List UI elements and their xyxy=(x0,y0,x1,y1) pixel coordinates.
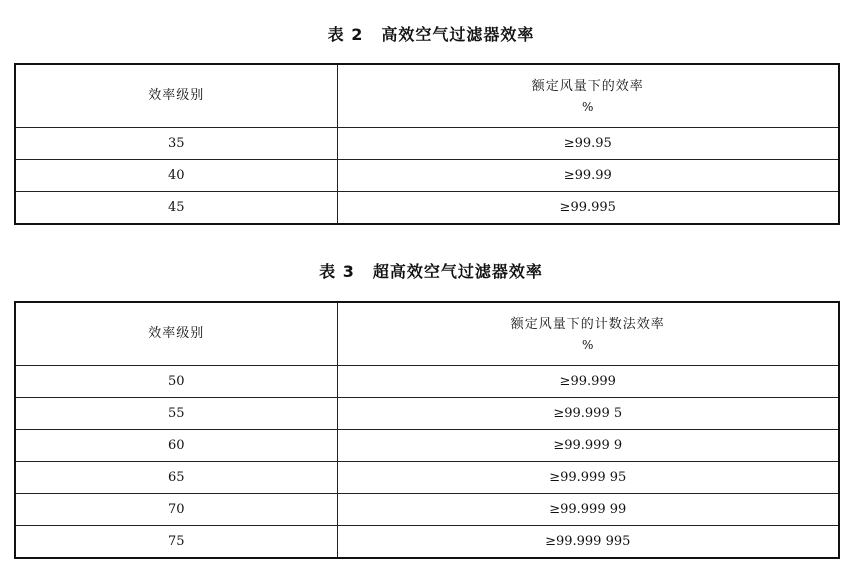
table3-cell-level: 60 xyxy=(15,430,337,462)
table-row xyxy=(15,526,839,559)
table3-header-unit: % xyxy=(582,338,594,352)
table2-cell-efficiency: ≥99.95 xyxy=(337,128,839,160)
table2-cell-level: 40 xyxy=(15,160,337,192)
table3-title: 超高效空气过滤器效率 xyxy=(372,262,543,281)
table2-cell-level: 45 xyxy=(15,192,337,225)
table3-cell-level: 55 xyxy=(15,398,337,430)
table3-cell-efficiency: ≥99.999 995 xyxy=(337,526,839,559)
table3-header-efficiency: 额定风量下的计数法效率 % xyxy=(337,302,839,366)
table3-cell-level: 75 xyxy=(15,526,337,559)
table2-header-level: 效率级别 xyxy=(15,64,337,128)
table-row xyxy=(15,462,839,494)
table3-number: 表 3 xyxy=(319,262,355,281)
table3-cell-level: 70 xyxy=(15,494,337,526)
table3-caption xyxy=(0,262,862,282)
table2-header-efficiency: 额定风量下的效率 % xyxy=(337,64,839,128)
table3-cell-efficiency: ≥99.999 99 xyxy=(337,494,839,526)
table3-cell-level: 65 xyxy=(15,462,337,494)
table-row xyxy=(15,398,839,430)
table2-header-unit: % xyxy=(582,100,594,114)
table3-header-row xyxy=(15,302,839,366)
table-row xyxy=(15,160,839,192)
table3 xyxy=(14,301,840,559)
table3-cell-efficiency: ≥99.999 95 xyxy=(337,462,839,494)
table2-header-row xyxy=(15,64,839,128)
table-row xyxy=(15,192,839,225)
table3-cell-efficiency: ≥99.999 5 xyxy=(337,398,839,430)
table3-cell-level: 50 xyxy=(15,366,337,398)
table2-number: 表 2 xyxy=(327,25,364,44)
table2-caption xyxy=(0,25,862,45)
table3-cell-efficiency: ≥99.999 9 xyxy=(337,430,839,462)
table2-cell-level: 35 xyxy=(15,128,337,160)
table-row xyxy=(15,366,839,398)
table-row xyxy=(15,494,839,526)
table2-title: 高效空气过滤器效率 xyxy=(381,25,535,44)
table-row xyxy=(15,430,839,462)
table-row xyxy=(15,128,839,160)
table2-cell-efficiency: ≥99.995 xyxy=(337,192,839,225)
table3-header-level: 效率级别 xyxy=(15,302,337,366)
table3-cell-efficiency: ≥99.999 xyxy=(337,366,839,398)
table2-cell-efficiency: ≥99.99 xyxy=(337,160,839,192)
table2 xyxy=(14,63,840,225)
